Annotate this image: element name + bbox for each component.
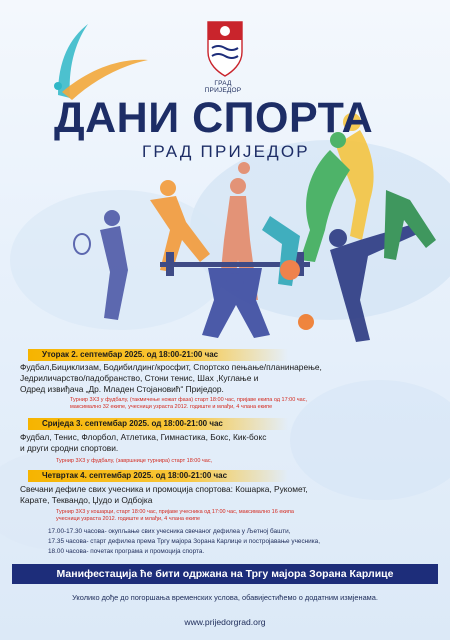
sports-line: Карате, Теквандо, Џудо и Одбојка <box>20 495 153 505</box>
sports-line: Једриличарство/падобранство, Стони тенис, Шах ,Куглање и <box>20 373 259 383</box>
schedule-line: 17.35 часова- старт дефилеа према Тргу мајора Зорана Карлице и постројавање учесника, <box>48 538 321 545</box>
sports-line: Свечани дефиле свих учесника и промоција спортова: Кошарка, Рукомет, <box>20 484 308 494</box>
day-header-wednesday: Сриједа 3. септембар 2025. од 18:00-21:00 час <box>28 418 288 430</box>
sports-line: Фудбал, Тенис, Флорбол, Атлетика, Гимнастика, Бокс, Кик-бокс <box>20 432 267 442</box>
page-subtitle: ГРАД ПРИЈЕДОР <box>142 142 310 161</box>
schedule-line: 17.00-17.30 часова- окупљање свих учесника свечаног дефилеа у Љетној башти, <box>48 528 291 535</box>
tournament-note: Турнир 3Х3 у фудбалу, (завршнице турнира) старт 18:00 час, <box>56 458 213 464</box>
tournament-note: максимално 32 екипе, учесници узраста 2012. годиште и млађи, 4 члана екипе <box>70 404 273 410</box>
city-crest-icon <box>208 22 242 76</box>
sports-line: и други сродни спортови. <box>20 443 119 453</box>
brush-logo-icon <box>54 24 148 100</box>
weather-notice: Уколико дође до погоршања временских услова, обавијестићемо о додатним измјенама. <box>72 593 378 602</box>
day-header-tuesday: Уторак 2. септембар 2025. од 18:00-21:00 час <box>28 349 288 361</box>
crest-label: ГРАД ПРИЈЕДОР <box>204 80 242 94</box>
venue-banner: Манифестација ће бити одржана на Тргу мајора Зорана Карлице <box>12 564 438 584</box>
tournament-note: Турнир 3Х3 у фудбалу, (такмичење ножат фаза) старт 18:00 час, пријаве екипа од 17:00 час, <box>70 397 308 403</box>
tournament-note: учесници узраста 2012. годиште и млађи, 4 члана екипе <box>56 516 201 522</box>
sports-line: Фудбал,Бициклизам, Бодибилдинг/кросфит, Спортско пењање/планинарење, <box>20 362 322 372</box>
schedule-line: 18.00 часова- почетак програма и промоција спорта. <box>48 548 205 555</box>
page-title: ДАНИ СПОРТА <box>54 94 374 142</box>
tournament-note: Турнир 3Х3 у кошарци, старт 18:00 час, пријаве учесника од 17:00 час, максимално 16 екипа <box>56 509 294 515</box>
website-link[interactable]: www.prijedorgrad.org <box>184 617 266 627</box>
day-header-thursday: Четвртак 4. септембар 2025. од 18:00-21:00 час <box>28 470 288 482</box>
sports-line: Одред извиђача „Др. Младен Стојановић“ Приједор. <box>20 384 224 394</box>
